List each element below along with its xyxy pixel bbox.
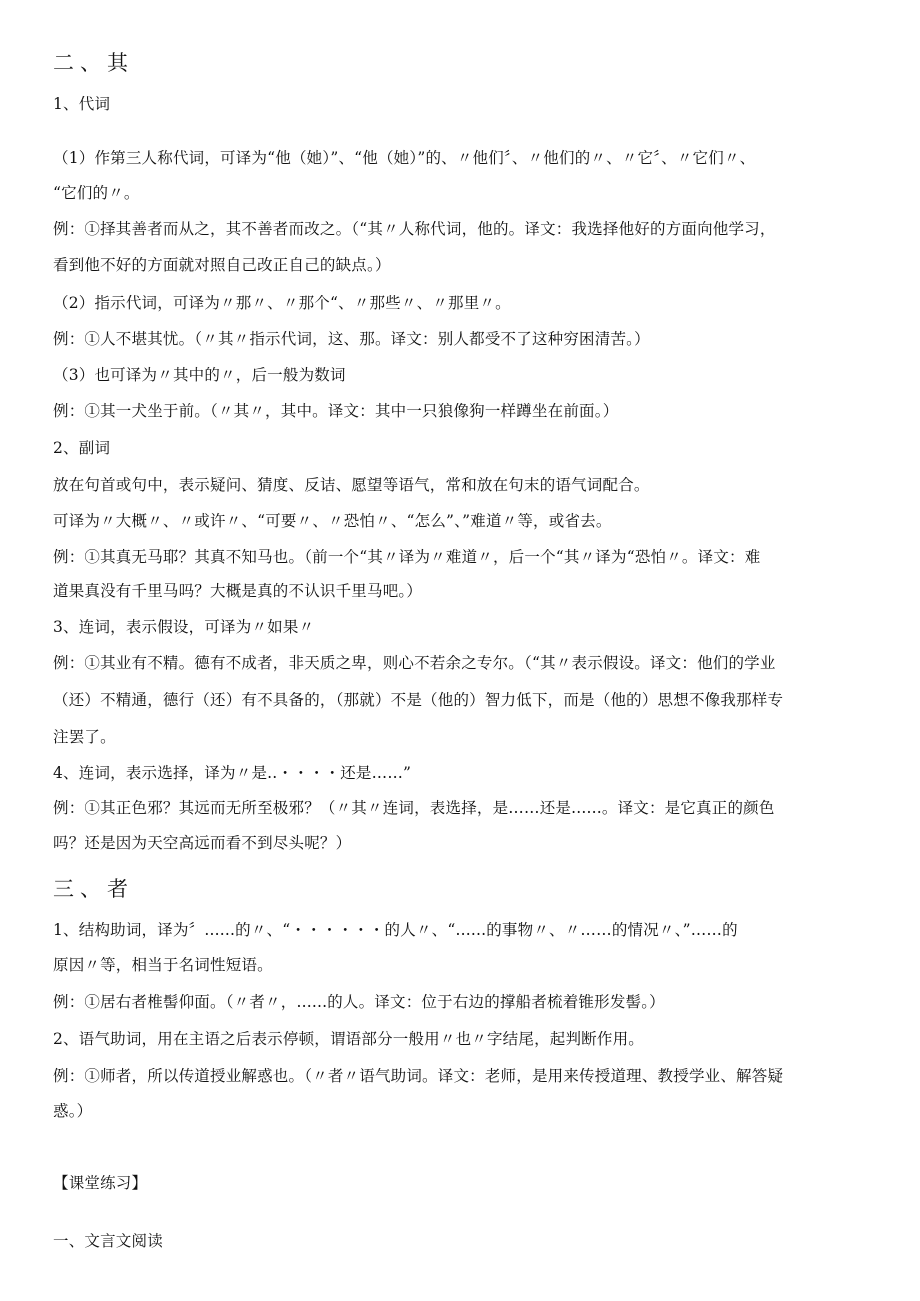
example-line: 例：①居右者椎髻仰面。（〃者〃，......的人。译文：位于右边的撑船者梳着锥形发髻。） <box>53 993 665 1011</box>
example-line: 道果真没有千里马吗？大概是真的不认识千里马吧。） <box>53 582 423 600</box>
section-heading-zhe: 三、者 <box>53 877 134 901</box>
paragraph-third-person-line1: （1）作第三人称代词，可译为“他（她）”、“他（她）”的、〃他们〞、〃他们的〃、〃它〞、〃它们〃、 <box>53 149 756 167</box>
paragraph-modal-particle: 2、语气助词，用在主语之后表示停顿，谓语部分一般用〃也〃字结尾，起判断作用。 <box>53 1030 644 1048</box>
paragraph-adverb-translation: 可译为〃大概〃、〃或许〃、“可要〃、〃恐怕〃、“怎么”、”难道〃等，或省去。 <box>53 512 612 530</box>
example-line: （还）不精通，德行（还）有不具备的，（那就）不是（他的）智力低下，而是（他的）思想不像我那样专 <box>53 691 784 709</box>
paragraph-demonstrative: （2）指示代词，可译为〃那〃、〃那个“、〃那些〃、〃那里〃。 <box>53 294 511 312</box>
example-line: 例：①其一犬坐于前。（〃其〃，其中。译文：其中一只狼像狗一样蹲坐在前面。） <box>53 402 619 420</box>
example-line: 例：①其业有不精。德有不成者，非天质之卑，则心不若余之专尔。（“其〃表示假设。译文：他们的学业 <box>53 654 776 672</box>
example-line: 例：①师者，所以传道授业解惑也。（〃者〃语气助词。译文：老师，是用来传授道理、教授学业、解答疑 <box>53 1067 784 1085</box>
paragraph-third-person-line2: “它们的〃。 <box>53 184 140 202</box>
practice-title: 【课堂练习】 <box>53 1174 148 1192</box>
section-heading-qi: 二、其 <box>53 51 134 75</box>
subsection-title-conjunction-choice: 4、连词，表示选择，译为〃是..・・・・还是……” <box>53 764 412 782</box>
example-line: 惑。） <box>53 1102 93 1120</box>
practice-subtitle: 一、文言文阅读 <box>53 1232 163 1250</box>
paragraph-adverb-usage: 放在句首或句中，表示疑问、猜度、反诘、愿望等语气，常和放在句末的语气词配合。 <box>53 476 650 494</box>
example-line: 看到他不好的方面就对照自己改正自己的缺点。） <box>53 256 391 274</box>
paragraph-numeral: （3）也可译为〃其中的〃，后一般为数词 <box>53 366 346 384</box>
paragraph-structural-particle-line1: 1、结构助词，译为〞......的〃、“・・・・・・的人〃、“......的事物〃、〃……的情况〃、”……的 <box>53 921 738 939</box>
example-line: 例：①其真无马耶？其真不知马也。（前一个“其〃译为〃难道〃，后一个“其〃译为“恐怕〃。译文：难 <box>53 548 761 566</box>
example-line: 注罢了。 <box>53 728 116 746</box>
subsection-title-pronoun: 1、代词 <box>53 95 111 113</box>
example-line: 例：①人不堪其忧。（〃其〃指示代词，这、那。译文：别人都受不了这种穷困清苦。） <box>53 330 650 348</box>
paragraph-structural-particle-line2: 原因〃等，相当于名词性短语。 <box>53 956 273 974</box>
example-line: 例：①其正色邪？其远而无所至极邪？（〃其〃连词，表选择，是……还是......。译文：是它真正的颜色 <box>53 799 775 817</box>
example-line: 吗？还是因为天空高远而看不到尽头呢？） <box>53 834 352 852</box>
example-line: 例：①择其善者而从之，其不善者而改之。（“其〃人称代词，他的。译文：我选择他好的方面向他学习， <box>53 220 776 238</box>
subsection-title-conjunction-hypothesis: 3、连词，表示假设，可译为〃如果〃 <box>53 618 315 636</box>
subsection-title-adverb: 2、副词 <box>53 439 111 457</box>
